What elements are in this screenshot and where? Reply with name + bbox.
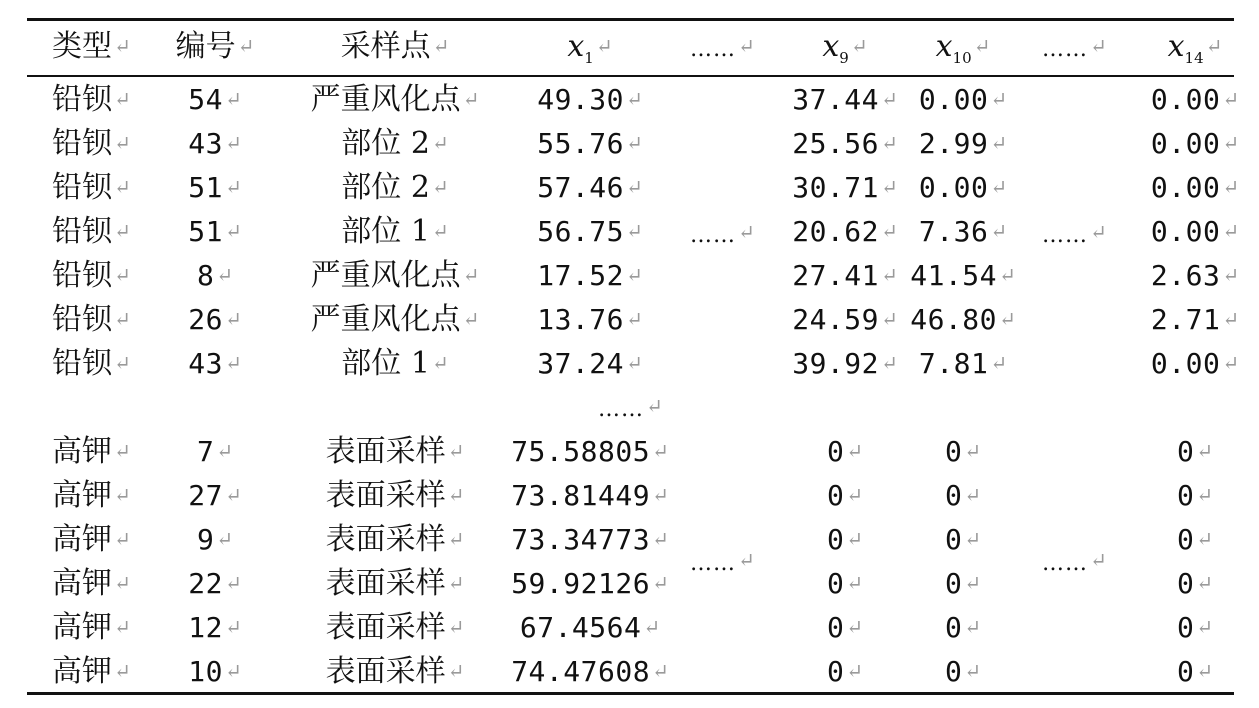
table-cell-x14: 0 ↵ <box>1176 611 1214 644</box>
header-x10: $x_{10}$ ↵ <box>935 29 991 67</box>
table-cell-site: 严重风化点 ↵ <box>310 258 480 293</box>
table-cell-x14: 0.00 ↵ <box>1150 127 1240 160</box>
table-cell-x10: 0 ↵ <box>944 567 982 600</box>
header-x14: $x_{14}$ ↵ <box>1167 29 1223 67</box>
header-site: 采样点 ↵ <box>340 29 450 64</box>
table-cell-x14: 0.00 ↵ <box>1150 215 1240 248</box>
table-cell-x9: 0 ↵ <box>826 567 864 600</box>
table-cell-id: 9 ↵ <box>196 523 234 556</box>
header-type: 类型 ↵ <box>52 29 131 64</box>
table-cell-site: 表面采样 ↵ <box>325 522 465 557</box>
table-cell-site: 部位 1 ↵ <box>341 214 449 249</box>
table-cell-x14: 0 ↵ <box>1176 523 1214 556</box>
table-cell-x9: 20.62 ↵ <box>792 215 898 248</box>
table-cell-x14: 2.63 ↵ <box>1150 259 1240 292</box>
table-cell-site: 严重风化点 ↵ <box>310 302 480 337</box>
table-cell-id: 43 ↵ <box>188 347 242 380</box>
table-cell-x10: 7.81 ↵ <box>918 347 1008 380</box>
table-cell-x9: 24.59 ↵ <box>792 303 898 336</box>
table-cell-x1: 67.4564 ↵ <box>519 611 661 644</box>
table-cell-x14: 0 ↵ <box>1176 479 1214 512</box>
table-cell-x1: 74.47608 ↵ <box>511 655 669 688</box>
table-cell-x10: 0 ↵ <box>944 435 982 468</box>
table-cell-id: 51 ↵ <box>188 215 242 248</box>
group1-ellipsis-b: …… ↵ <box>1042 220 1108 248</box>
table-cell-id: 54 ↵ <box>188 83 242 116</box>
table-cell-site: 部位 2 ↵ <box>341 126 449 161</box>
table-cell-id: 22 ↵ <box>188 567 242 600</box>
header-x9: $x_9$ ↵ <box>822 29 868 67</box>
table-cell-type: 高钾 ↵ <box>52 566 131 601</box>
table-top-rule <box>27 18 1234 21</box>
table-cell-x1: 49.30 ↵ <box>537 83 643 116</box>
group1-ellipsis-a: …… ↵ <box>690 220 756 248</box>
table-bottom-rule <box>27 692 1234 695</box>
table-cell-x10: 0 ↵ <box>944 655 982 688</box>
table-cell-x10: 0 ↵ <box>944 479 982 512</box>
table-cell-x9: 0 ↵ <box>826 523 864 556</box>
table-cell-x9: 0 ↵ <box>826 611 864 644</box>
table-cell-x10: 0 ↵ <box>944 523 982 556</box>
table-cell-site: 严重风化点 ↵ <box>310 82 480 117</box>
table-cell-x10: 41.54 ↵ <box>910 259 1016 292</box>
table-cell-x10: 0.00 ↵ <box>918 83 1008 116</box>
table-cell-x9: 0 ↵ <box>826 435 864 468</box>
middle-ellipsis: …… ↵ <box>598 394 664 422</box>
table-cell-x9: 25.56 ↵ <box>792 127 898 160</box>
table-cell-x10: 46.80 ↵ <box>910 303 1016 336</box>
table-cell-x10: 0.00 ↵ <box>918 171 1008 204</box>
table-cell-type: 高钾 ↵ <box>52 610 131 645</box>
table-cell-x1: 13.76 ↵ <box>537 303 643 336</box>
table-cell-x9: 0 ↵ <box>826 655 864 688</box>
table-cell-site: 部位 1 ↵ <box>341 346 449 381</box>
table-cell-x9: 30.71 ↵ <box>792 171 898 204</box>
table-cell-x14: 0.00 ↵ <box>1150 347 1240 380</box>
table-cell-x14: 0.00 ↵ <box>1150 171 1240 204</box>
table-cell-x9: 27.41 ↵ <box>792 259 898 292</box>
table-cell-id: 27 ↵ <box>188 479 242 512</box>
table-cell-site: 部位 2 ↵ <box>341 170 449 205</box>
table-cell-x14: 0 ↵ <box>1176 435 1214 468</box>
table-cell-x14: 2.71 ↵ <box>1150 303 1240 336</box>
header-id: 编号 ↵ <box>175 29 255 64</box>
table-cell-type: 铅钡 ↵ <box>52 170 131 205</box>
table-cell-x9: 37.44 ↵ <box>792 83 898 116</box>
table-cell-x1: 55.76 ↵ <box>537 127 643 160</box>
table-cell-site: 表面采样 ↵ <box>325 610 465 645</box>
table-cell-id: 26 ↵ <box>188 303 242 336</box>
table-cell-x10: 0 ↵ <box>944 611 982 644</box>
table-cell-x1: 56.75 ↵ <box>537 215 643 248</box>
table-cell-site: 表面采样 ↵ <box>325 566 465 601</box>
table-cell-x9: 39.92 ↵ <box>792 347 898 380</box>
table-cell-id: 12 ↵ <box>188 611 242 644</box>
table-cell-type: 铅钡 ↵ <box>52 82 131 117</box>
table-cell-x14: 0 ↵ <box>1176 655 1214 688</box>
header-ellipsis-a: …… ↵ <box>690 34 756 62</box>
table-cell-type: 高钾 ↵ <box>52 654 131 689</box>
table-cell-type: 铅钡 ↵ <box>52 258 131 293</box>
table-cell-id: 10 ↵ <box>188 655 242 688</box>
table-cell-x14: 0.00 ↵ <box>1150 83 1240 116</box>
table-cell-x1: 37.24 ↵ <box>537 347 643 380</box>
table-cell-x9: 0 ↵ <box>826 479 864 512</box>
table-cell-x1: 57.46 ↵ <box>537 171 643 204</box>
table-cell-site: 表面采样 ↵ <box>325 654 465 689</box>
header-ellipsis-b: …… ↵ <box>1042 34 1108 62</box>
table-cell-id: 51 ↵ <box>188 171 242 204</box>
table-cell-site: 表面采样 ↵ <box>325 434 465 469</box>
group2-ellipsis-a: …… ↵ <box>690 548 756 576</box>
table-cell-x1: 75.58805 ↵ <box>511 435 669 468</box>
table-cell-x1: 73.81449 ↵ <box>511 479 669 512</box>
table-cell-type: 铅钡 ↵ <box>52 214 131 249</box>
table-cell-type: 铅钡 ↵ <box>52 126 131 161</box>
group2-ellipsis-b: …… ↵ <box>1042 548 1108 576</box>
table-cell-x10: 2.99 ↵ <box>918 127 1008 160</box>
table-cell-type: 铅钡 ↵ <box>52 302 131 337</box>
table-cell-id: 8 ↵ <box>196 259 234 292</box>
table-cell-type: 高钾 ↵ <box>52 478 131 513</box>
table-cell-x1: 17.52 ↵ <box>537 259 643 292</box>
header-x1: $x_1$ ↵ <box>567 29 613 67</box>
table-cell-id: 7 ↵ <box>196 435 234 468</box>
table-cell-x1: 73.34773 ↵ <box>511 523 669 556</box>
table-cell-id: 43 ↵ <box>188 127 242 160</box>
table-cell-type: 高钾 ↵ <box>52 522 131 557</box>
table-cell-type: 高钾 ↵ <box>52 434 131 469</box>
table-cell-x1: 59.92126 ↵ <box>511 567 669 600</box>
table-cell-x10: 7.36 ↵ <box>918 215 1008 248</box>
table-cell-type: 铅钡 ↵ <box>52 346 131 381</box>
table-header-rule <box>27 75 1234 77</box>
table-cell-site: 表面采样 ↵ <box>325 478 465 513</box>
table-cell-x14: 0 ↵ <box>1176 567 1214 600</box>
